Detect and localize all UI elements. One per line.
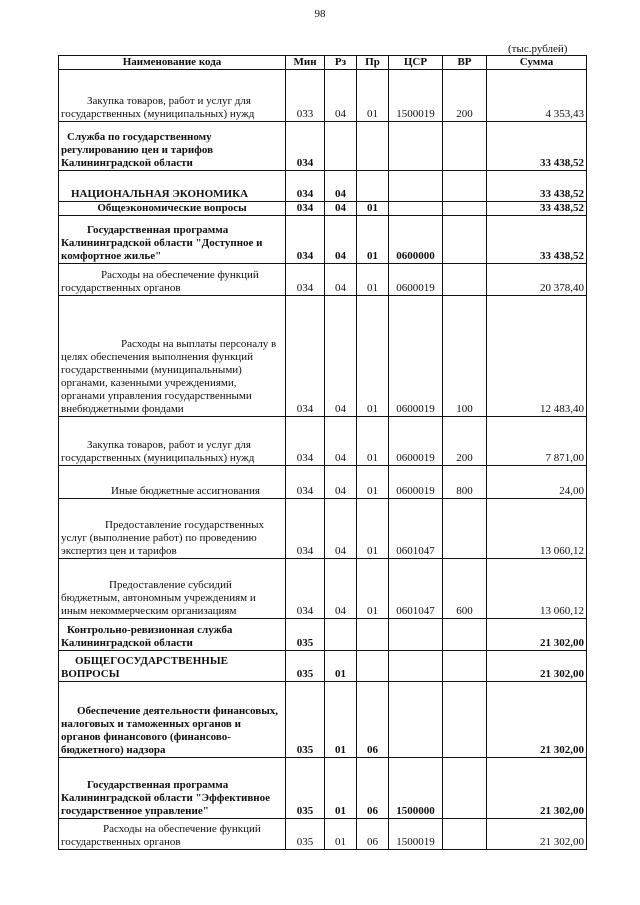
row-vr: 800 — [443, 466, 487, 499]
row-vr: 100 — [443, 296, 487, 417]
row-vr: 200 — [443, 417, 487, 466]
row-csr: 0600019 — [389, 296, 443, 417]
row-min: 035 — [286, 619, 325, 651]
row-csr: 0600019 — [389, 466, 443, 499]
table-row — [59, 682, 587, 758]
row-min: 034 — [286, 264, 325, 296]
row-pr — [357, 619, 389, 651]
row-rz: 04 — [325, 559, 357, 619]
row-csr — [389, 619, 443, 651]
header-name: Наименование кода — [59, 56, 286, 70]
row-min: 034 — [286, 499, 325, 559]
header-sum: Сумма — [487, 56, 587, 70]
row-sum: 21 302,00 — [487, 619, 587, 651]
row-sum: 21 302,00 — [487, 758, 587, 819]
row-csr — [389, 682, 443, 758]
row-vr — [443, 122, 487, 171]
row-pr: 01 — [357, 296, 389, 417]
row-rz — [325, 122, 357, 171]
table-row — [59, 466, 587, 499]
row-name: Государственная программа Калининградской области "Доступное и комфортное жилье" — [59, 216, 286, 264]
header-pr: Пр — [357, 56, 389, 70]
row-sum: 33 438,52 — [487, 216, 587, 264]
row-pr: 01 — [357, 499, 389, 559]
row-name: Контрольно-ревизионная служба Калининградской области — [59, 619, 286, 651]
row-pr: 01 — [357, 216, 389, 264]
row-sum: 21 302,00 — [487, 819, 587, 850]
row-csr — [389, 171, 443, 202]
row-sum: 7 871,00 — [487, 417, 587, 466]
row-rz: 04 — [325, 466, 357, 499]
row-rz: 04 — [325, 264, 357, 296]
row-csr: 0601047 — [389, 499, 443, 559]
row-rz: 01 — [325, 682, 357, 758]
row-sum: 33 438,52 — [487, 202, 587, 216]
units-label: (тыс.рублей) — [508, 43, 568, 55]
table-row — [59, 499, 587, 559]
table-header-row — [59, 56, 587, 70]
row-pr: 01 — [357, 466, 389, 499]
budget-table — [58, 55, 587, 850]
row-min: 034 — [286, 417, 325, 466]
table-row — [59, 296, 587, 417]
row-vr — [443, 619, 487, 651]
row-rz: 01 — [325, 819, 357, 850]
row-name: Закупка товаров, работ и услуг для государственных (муниципальных) нужд — [59, 70, 286, 122]
row-min: 035 — [286, 651, 325, 682]
row-pr: 01 — [357, 70, 389, 122]
row-rz: 04 — [325, 70, 357, 122]
row-pr: 01 — [357, 264, 389, 296]
row-pr — [357, 651, 389, 682]
row-min: 035 — [286, 758, 325, 819]
row-name: НАЦИОНАЛЬНАЯ ЭКОНОМИКА — [59, 171, 286, 202]
row-pr: 01 — [357, 559, 389, 619]
row-pr: 01 — [357, 417, 389, 466]
row-name: Расходы на обеспечение функций государственных органов — [59, 264, 286, 296]
header-csr: ЦСР — [389, 56, 443, 70]
row-name: Закупка товаров, работ и услуг для государственных (муниципальных) нужд — [59, 417, 286, 466]
row-min: 035 — [286, 819, 325, 850]
row-sum: 12 483,40 — [487, 296, 587, 417]
row-vr — [443, 758, 487, 819]
table-row — [59, 70, 587, 122]
row-min: 034 — [286, 466, 325, 499]
row-rz — [325, 619, 357, 651]
row-pr — [357, 171, 389, 202]
row-name: Предоставление государственных услуг (выполнение работ) по проведению экспертиз цен и тарифов — [59, 499, 286, 559]
row-name: Обеспечение деятельности финансовых, налоговых и таможенных органов и органов финансового (финансово-бюджетного) надзора — [59, 682, 286, 758]
row-sum: 4 353,43 — [487, 70, 587, 122]
row-rz: 04 — [325, 296, 357, 417]
row-csr: 0600019 — [389, 417, 443, 466]
row-name: Расходы на обеспечение функций государственных органов — [59, 819, 286, 850]
row-rz: 04 — [325, 499, 357, 559]
row-sum: 33 438,52 — [487, 171, 587, 202]
row-name: Общеэкономические вопросы — [59, 202, 286, 216]
row-vr — [443, 216, 487, 264]
row-vr — [443, 819, 487, 850]
row-sum: 13 060,12 — [487, 559, 587, 619]
table-row — [59, 264, 587, 296]
table-row — [59, 819, 587, 850]
row-name: Служба по государственному регулированию цен и тарифов Калининградской области — [59, 122, 286, 171]
row-pr — [357, 122, 389, 171]
row-pr: 01 — [357, 202, 389, 216]
table-row — [59, 216, 587, 264]
header-rz: Рз — [325, 56, 357, 70]
row-name: Государственная программа Калининградской области "Эффективное государственное управление" — [59, 758, 286, 819]
header-vr: ВР — [443, 56, 487, 70]
row-sum: 33 438,52 — [487, 122, 587, 171]
row-pr: 06 — [357, 682, 389, 758]
row-min: 033 — [286, 70, 325, 122]
table-row — [59, 619, 587, 651]
header-min: Мин — [286, 56, 325, 70]
row-pr: 06 — [357, 758, 389, 819]
row-vr — [443, 171, 487, 202]
row-sum: 21 302,00 — [487, 651, 587, 682]
table-row — [59, 559, 587, 619]
table-row — [59, 202, 587, 216]
row-rz: 01 — [325, 651, 357, 682]
row-name: ОБЩЕГОСУДАРСТВЕННЫЕ ВОПРОСЫ — [59, 651, 286, 682]
row-csr — [389, 651, 443, 682]
row-pr: 06 — [357, 819, 389, 850]
row-csr: 1500019 — [389, 70, 443, 122]
row-rz: 04 — [325, 417, 357, 466]
row-vr — [443, 202, 487, 216]
row-min: 035 — [286, 682, 325, 758]
row-min: 034 — [286, 216, 325, 264]
row-vr — [443, 499, 487, 559]
row-name: Предоставление субсидий бюджетным, автономным учреждениям и иным некоммерческим организациям — [59, 559, 286, 619]
table-row — [59, 171, 587, 202]
row-vr: 600 — [443, 559, 487, 619]
table-row — [59, 122, 587, 171]
row-csr — [389, 202, 443, 216]
row-vr — [443, 264, 487, 296]
row-csr: 0600019 — [389, 264, 443, 296]
row-min: 034 — [286, 171, 325, 202]
row-csr: 0600000 — [389, 216, 443, 264]
row-vr: 200 — [443, 70, 487, 122]
row-csr: 1500000 — [389, 758, 443, 819]
row-vr — [443, 682, 487, 758]
row-name: Расходы на выплаты персоналу в целях обеспечения выполнения функций государственными (муниципальными) органами, казенными учреждениями, органами управления государственными внебюджетными фондами — [59, 296, 286, 417]
row-csr: 0601047 — [389, 559, 443, 619]
table-row — [59, 758, 587, 819]
page-number: 98 — [314, 8, 326, 20]
row-sum: 20 378,40 — [487, 264, 587, 296]
row-sum: 13 060,12 — [487, 499, 587, 559]
row-min: 034 — [286, 202, 325, 216]
table-row — [59, 651, 587, 682]
row-sum: 24,00 — [487, 466, 587, 499]
row-min: 034 — [286, 559, 325, 619]
row-rz: 04 — [325, 171, 357, 202]
row-rz: 04 — [325, 202, 357, 216]
row-min: 034 — [286, 296, 325, 417]
row-csr: 1500019 — [389, 819, 443, 850]
row-rz: 04 — [325, 216, 357, 264]
row-name: Иные бюджетные ассигнования — [59, 466, 286, 499]
table-row — [59, 417, 587, 466]
row-sum: 21 302,00 — [487, 682, 587, 758]
row-min: 034 — [286, 122, 325, 171]
row-vr — [443, 651, 487, 682]
row-csr — [389, 122, 443, 171]
row-rz: 01 — [325, 758, 357, 819]
